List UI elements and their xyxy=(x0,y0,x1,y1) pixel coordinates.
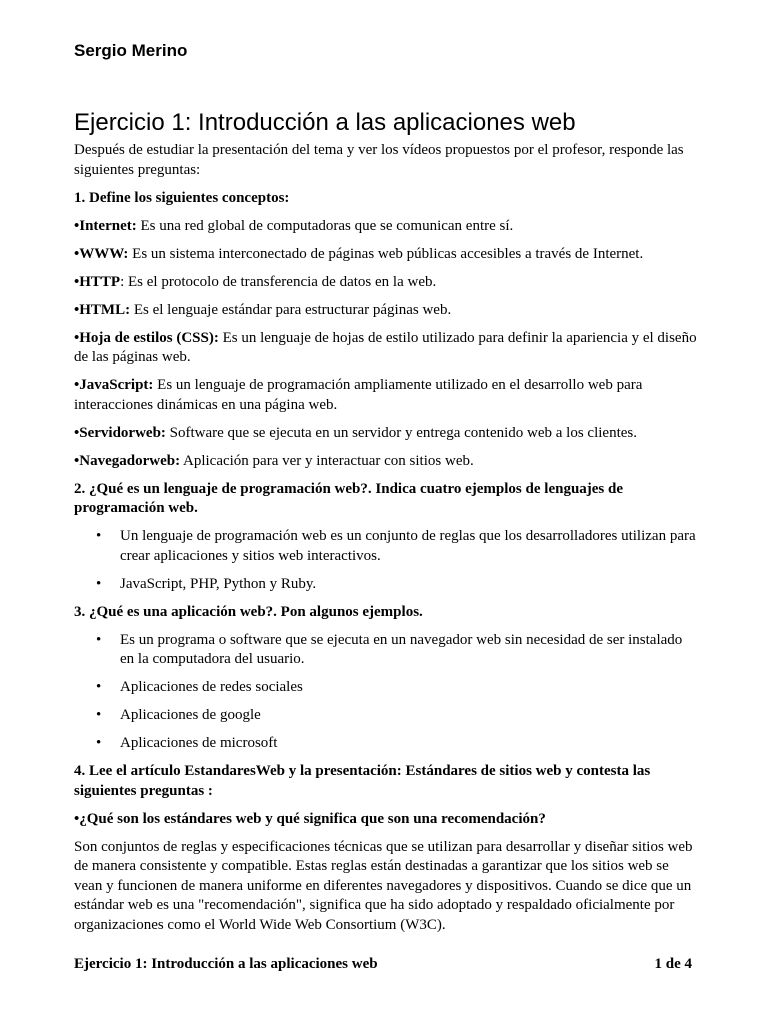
definition-navegadorweb xyxy=(74,452,698,472)
footer-title: Ejercicio 1: Introducción a las aplicaciones web xyxy=(74,956,378,972)
definition-term: •Servidorweb: xyxy=(74,424,166,441)
definition-term: •Hoja de estilos (CSS): xyxy=(74,329,219,346)
list-item xyxy=(74,631,698,670)
list-item-text: Un lenguaje de programación web es un conjunto de reglas que los desarrolladores utilizan para crear aplicaciones y sitios web interactivos. xyxy=(120,528,696,564)
list-item xyxy=(74,575,698,595)
question-1-heading: 1. Define los siguientes conceptos: xyxy=(74,189,290,206)
definition-text: Es un lenguaje de programación ampliamente utilizado en el desarrollo web para interacciones dinámicas en una página web. xyxy=(74,377,643,413)
question-4-subheading: •¿Qué son los estándares web y qué significa que son una recomendación? xyxy=(74,810,546,827)
question-3-answers xyxy=(74,631,698,754)
definition-term: •HTTP xyxy=(74,273,121,290)
question-4-answer: Son conjuntos de reglas y especificaciones técnicas que se utilizan para desarrollar y diseñar sitios web de manera consistente y compatible. Estas reglas están destinadas a garantizar que los sitios web se vean y funcionen de manera uniforme en diferentes navegadores y dispositivos. Cuando se dice que un estándar web es una "recomendación", significa que ha sido adoptado y respaldado oficialmente por organizaciones como el World Wide Web Consortium (W3C). xyxy=(74,838,693,933)
definition-text: : Es el protocolo de transferencia de datos en la web. xyxy=(120,273,437,290)
list-item-text: Aplicaciones de redes sociales xyxy=(120,679,303,695)
definition-text: Aplicación para ver y interactuar con sitios web. xyxy=(180,452,474,469)
list-item-text: Es un programa o software que se ejecuta en un navegador web sin necesidad de ser instalado en la computadora del usuario. xyxy=(120,631,683,667)
bullet-icon: • xyxy=(96,575,102,592)
list-item xyxy=(74,734,698,754)
document-body xyxy=(74,141,698,944)
definition-internet xyxy=(74,217,698,237)
bullet-icon: • xyxy=(96,631,102,648)
definition-html xyxy=(74,301,698,321)
author-name: Sergio Merino xyxy=(74,41,188,60)
document-page xyxy=(74,0,698,1024)
definition-http xyxy=(74,273,698,293)
bullet-icon: • xyxy=(96,707,102,723)
definition-term: •HTML: xyxy=(74,301,131,318)
bullet-icon: • xyxy=(96,735,102,751)
question-3-heading: 3. ¿Qué es una aplicación web?. Pon algunos ejemplos. xyxy=(74,603,423,620)
question-4-heading: 4. Lee el artículo EstandaresWeb y la presentación: Estándares de sitios web y contesta las siguientes preguntas : xyxy=(74,763,651,799)
definition-term: •WWW: xyxy=(74,245,129,262)
definition-term: •JavaScript: xyxy=(74,377,154,393)
intro-paragraph: Después de estudiar la presentación del tema y ver los vídeos propuestos por el profesor, responde las siguientes preguntas: xyxy=(74,142,684,178)
definition-text: Es el lenguaje estándar para estructurar páginas web. xyxy=(130,301,452,318)
list-item-text: Aplicaciones de google xyxy=(120,707,261,723)
list-item xyxy=(74,678,698,698)
list-item-text: Aplicaciones de microsoft xyxy=(120,735,278,751)
question-2-heading: 2. ¿Qué es un lenguaje de programación web?. Indica cuatro ejemplos de lenguajes de programación web. xyxy=(74,480,624,516)
definition-css xyxy=(74,329,698,368)
question-2-answers xyxy=(74,527,698,594)
definition-text: Es una red global de computadoras que se comunican entre sí. xyxy=(136,217,514,234)
definition-servidorweb xyxy=(74,424,698,444)
definition-term: •Navegadorweb: xyxy=(74,452,181,469)
definition-text: Software que se ejecuta en un servidor y entrega contenido web a los clientes. xyxy=(165,424,637,441)
list-item-text: JavaScript, PHP, Python y Ruby. xyxy=(120,575,317,592)
bullet-icon: • xyxy=(96,679,102,695)
definition-javascript xyxy=(74,376,698,415)
definition-text: Es un sistema interconectado de páginas web públicas accesibles a través de Internet. xyxy=(128,245,644,262)
list-item xyxy=(74,527,698,566)
definition-text: Es un lenguaje de hojas de estilo utilizado para definir la apariencia y el diseño de las páginas web. xyxy=(74,329,697,365)
bullet-icon: • xyxy=(96,528,102,544)
page-number: 1 de 4 xyxy=(654,956,692,972)
list-item xyxy=(74,706,698,726)
definition-term: •Internet: xyxy=(74,217,137,234)
definition-www xyxy=(74,245,698,265)
page-title: Ejercicio 1: Introducción a las aplicaciones web xyxy=(74,109,576,136)
